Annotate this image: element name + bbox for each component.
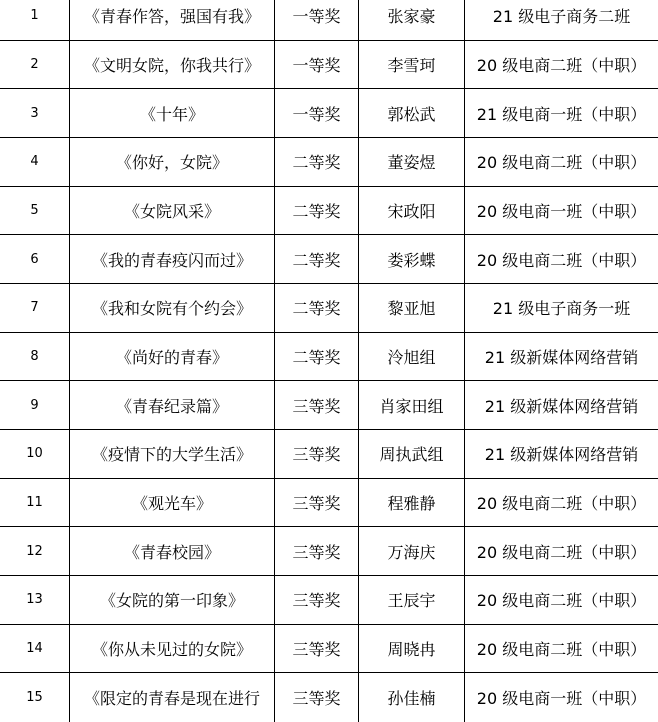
work-title-cell: 《观光车》 [70, 479, 275, 527]
row-number-cell: 3 [0, 89, 70, 137]
author-name-cell: 泠旭组 [359, 333, 465, 381]
class-name-cell: 20 级电商二班（中职） [476, 250, 647, 270]
award-level-cell: 一等奖 [275, 0, 359, 40]
author-name-cell: 董姿煜 [359, 138, 465, 186]
author-name-cell: 张家豪 [359, 0, 465, 40]
author-name-cell: 周晓冉 [359, 625, 465, 673]
row-number-cell: 4 [0, 138, 70, 186]
work-title-cell: 《你从未见过的女院》 [70, 625, 275, 673]
class-name-cell: 20 级电商二班（中职） [476, 639, 647, 659]
work-title-cell: 《青春作答，强国有我》 [70, 0, 275, 40]
award-level-cell: 二等奖 [275, 187, 359, 235]
row-number-cell: 10 [0, 430, 70, 478]
award-level-cell: 二等奖 [275, 284, 359, 332]
work-title-cell: 《疫情下的大学生活》 [70, 430, 275, 478]
author-name-cell: 宋政阳 [359, 187, 465, 235]
award-level-cell: 三等奖 [275, 527, 359, 575]
author-name-cell: 孙佳楠 [359, 673, 465, 722]
author-name-cell: 周执武组 [359, 430, 465, 478]
author-name-cell: 黎亚旭 [359, 284, 465, 332]
row-number-cell: 11 [0, 479, 70, 527]
work-title-cell: 《青春纪录篇》 [70, 381, 275, 429]
award-level-cell: 三等奖 [275, 673, 359, 722]
table-row [0, 527, 658, 576]
class-name-cell: 20 级电商二班（中职） [476, 493, 647, 513]
table-row [0, 673, 658, 722]
class-name-cell: 20 级电商二班（中职） [476, 153, 647, 173]
table-row [0, 187, 658, 236]
author-name-cell: 万海庆 [359, 527, 465, 575]
table-row [0, 381, 658, 430]
class-name-cell: 20 级电商二班（中职） [476, 542, 647, 562]
class-name-cell: 20 级电商一班（中职） [476, 201, 647, 221]
row-number-cell: 8 [0, 333, 70, 381]
work-title-cell: 《你好，女院》 [70, 138, 275, 186]
award-level-cell: 一等奖 [275, 89, 359, 137]
class-name-cell: 21 级电子商务一班 [492, 299, 631, 319]
table-row [0, 576, 658, 625]
row-number-cell: 7 [0, 284, 70, 332]
author-name-cell: 程雅静 [359, 479, 465, 527]
class-name-cell: 21 级新媒体网络营销 [484, 347, 639, 367]
author-name-cell: 李雪珂 [359, 41, 465, 89]
award-level-cell: 三等奖 [275, 430, 359, 478]
row-number-cell: 14 [0, 625, 70, 673]
row-number-cell: 15 [0, 673, 70, 722]
class-name-cell: 21 级新媒体网络营销 [484, 396, 639, 416]
class-name-cell: 21 级电子商务二班 [492, 7, 631, 27]
award-level-cell: 三等奖 [275, 479, 359, 527]
award-level-cell: 二等奖 [275, 333, 359, 381]
work-title-cell: 《文明女院，你我共行》 [70, 41, 275, 89]
class-name-cell: 20 级电商二班（中职） [476, 591, 647, 611]
work-title-cell: 《女院的第一印象》 [70, 576, 275, 624]
row-number-cell: 1 [0, 0, 70, 40]
class-name-cell: 20 级电商一班（中职） [476, 689, 647, 709]
award-level-cell: 二等奖 [275, 138, 359, 186]
work-title-cell: 《限定的青春是现在进行 [70, 673, 275, 722]
table-row [0, 284, 658, 333]
award-level-cell: 三等奖 [275, 576, 359, 624]
author-name-cell: 王辰宇 [359, 576, 465, 624]
work-title-cell: 《女院风采》 [70, 187, 275, 235]
table-row [0, 138, 658, 187]
award-level-cell: 三等奖 [275, 381, 359, 429]
award-level-cell: 三等奖 [275, 625, 359, 673]
row-number-cell: 2 [0, 41, 70, 89]
work-title-cell: 《我和女院有个约会》 [70, 284, 275, 332]
table-row [0, 333, 658, 382]
table-row [0, 89, 658, 138]
work-title-cell: 《十年》 [70, 89, 275, 137]
row-number-cell: 9 [0, 381, 70, 429]
award-level-cell: 二等奖 [275, 235, 359, 283]
work-title-cell: 《青春校园》 [70, 527, 275, 575]
table-row [0, 235, 658, 284]
row-number-cell: 6 [0, 235, 70, 283]
table-row [0, 430, 658, 479]
table-row [0, 41, 658, 90]
table-row [0, 479, 658, 528]
work-title-cell: 《尚好的青春》 [70, 333, 275, 381]
row-number-cell: 13 [0, 576, 70, 624]
row-number-cell: 12 [0, 527, 70, 575]
table-row [0, 625, 658, 674]
author-name-cell: 郭松武 [359, 89, 465, 137]
author-name-cell: 肖家田组 [359, 381, 465, 429]
work-title-cell: 《我的青春疫闪而过》 [70, 235, 275, 283]
award-level-cell: 一等奖 [275, 41, 359, 89]
row-number-cell: 5 [0, 187, 70, 235]
class-name-cell: 21 级新媒体网络营销 [484, 445, 639, 465]
author-name-cell: 娄彩蝶 [359, 235, 465, 283]
table-row [0, 0, 658, 41]
class-name-cell: 20 级电商二班（中职） [476, 55, 647, 75]
class-name-cell: 21 级电商一班（中职） [476, 104, 647, 124]
